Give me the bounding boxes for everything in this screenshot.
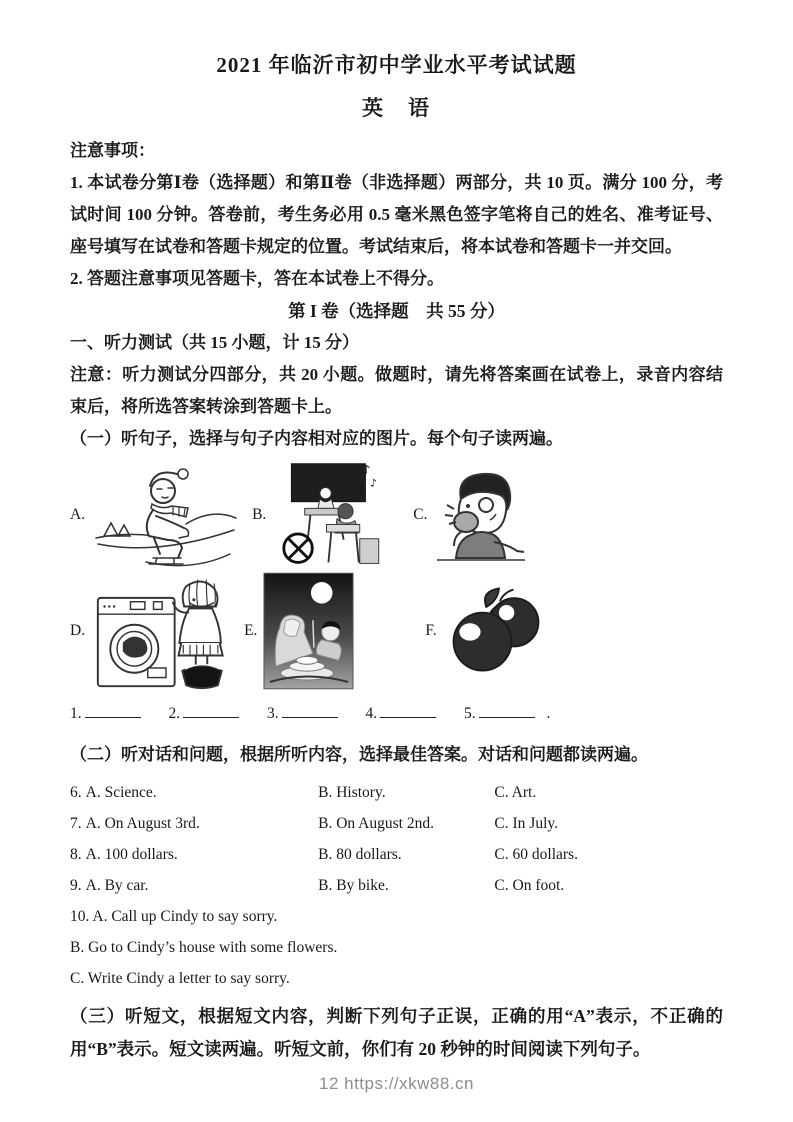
blank-number-2: 2. [168,705,181,722]
exam-title: 2021 年临沂市初中学业水平考试试题 [216,53,577,77]
picture-item-f [425,583,549,679]
answer-blanks-row [70,699,723,729]
blank-number-5: 5. [464,705,476,722]
question-7-option-b: B. On August 2nd. [318,815,434,832]
question-6-number: 6. [70,784,82,801]
picture-row-1 [70,459,723,571]
notice-item-1: 1. 本试卷分第Ⅰ卷（选择题）和第Ⅱ卷（非选择题）两部分，共 10 页。满分 100 分，考试时间 100 分钟。答卷前，考生务必用 0.5 毫米黑色签字笔将自己的姓名、准考证号、座号填写在试卷和答题卡规定的位置。考试结束后，将本试卷和答题卡一并交回。 [70,173,723,256]
question-7-option-a-text: A. On August 3rd. [85,815,200,832]
ice-skating-illustration [90,460,240,570]
question-8-number: 8. [70,846,82,863]
picture-label-b: B. [252,506,267,523]
listening-questions [70,783,723,989]
svg-text:♪: ♪ [362,463,371,478]
question-7-row [70,814,723,834]
blank-line-4 [380,705,436,718]
svg-text:♪: ♪ [359,485,366,497]
part-two-instruction: （二）听对话和问题，根据所听内容，选择最佳答案。对话和问题都读两遍。 [70,745,648,764]
picture-label-d: D. [70,622,86,639]
part-three-instruction: （三）听短文，根据短文内容，判断下列句子正误，正确的用“A”表示，不正确的用“B”表示。短文读两遍。听短文前，你们有 20 秒钟的时间阅读下列句子。 [70,1006,723,1059]
picture-item-e [244,571,355,691]
picture-label-f: F. [425,622,437,639]
question-7-number: 7. [70,815,82,832]
answer-blank-2 [169,699,240,729]
picture-item-d [70,571,242,691]
question-9-number: 9. [70,877,82,894]
svg-text:♪: ♪ [370,477,378,490]
picture-row-2 [70,571,723,691]
question-6-row [70,783,723,803]
question-6-option-a [70,783,318,803]
question-9-option-b: B. By bike. [318,877,389,894]
answer-blank-4 [366,699,437,729]
question-10-line-b: B. Go to Cindy’s house with some flowers. [70,939,338,956]
blanks-trailing-period: . [546,705,551,722]
page-footer-watermark: 12 https://xkw88.cn [318,1074,475,1093]
blank-number-1: 1. [70,705,82,722]
question-10-line-c: C. Write Cindy a letter to say sorry. [70,970,290,987]
question-8-option-c: C. 60 dollars. [494,846,578,863]
question-8-option-a-text: A. 100 dollars. [85,846,178,863]
question-10-line-a: 10. A. Call up Cindy to say sorry. [70,908,278,925]
picture-label-c: C. [413,506,428,523]
question-6-option-a-text: A. Science. [85,784,157,801]
question-8-option-a [70,845,318,865]
question-9-option-a [70,876,318,896]
answer-blank-5 [464,699,535,729]
question-6-option-b: B. History. [318,784,386,801]
picture-item-b [252,459,383,571]
question-8-option-b: B. 80 dollars. [318,846,402,863]
classroom-illustration [271,459,383,571]
blank-number-4: 4. [365,705,378,722]
answer-blank-3 [267,699,338,729]
toothache-illustration [433,465,528,565]
exam-subject: 英 语 [362,96,431,120]
question-9-row [70,876,723,896]
part-one-instruction: （一）听句子，选择与句子内容相对应的图片。每个句子读两遍。 [70,429,563,448]
question-9-option-a-text: A. By car. [85,877,149,894]
picture-item-c [413,465,527,565]
plums-illustration [442,583,550,679]
picture-label-e: E. [244,622,258,639]
question-8-row [70,845,723,865]
blank-line-5 [479,705,535,718]
moon-festival-illustration [262,571,355,691]
listening-section-heading: 一、听力测试（共 15 小题，计 15 分） [70,333,359,352]
question-9-option-c: C. On foot. [494,877,565,894]
blank-line-3 [282,705,338,718]
blank-line-1 [85,705,141,718]
picture-label-a: A. [70,506,86,523]
question-7-option-c: C. In July. [494,815,559,832]
blank-line-2 [183,705,239,718]
notice-heading: 注意事项： [70,141,155,160]
blank-number-3: 3. [267,705,279,722]
question-6-option-c: C. Art. [494,784,537,801]
picture-item-a [70,460,240,570]
listening-note: 注意：听力测试分四部分，共 20 小题。做题时，请先将答案画在试卷上，录音内容结束后，将所选答案转涂到答题卡上。 [70,365,723,416]
question-7-option-a [70,814,318,834]
volume-heading: 第 I 卷（选择题 共 55 分） [288,301,505,321]
notice-item-2: 2. 答题注意事项见答题卡，答在本试卷上不得分。 [70,269,444,288]
laundry-illustration [90,571,242,691]
answer-blank-1 [70,699,141,729]
